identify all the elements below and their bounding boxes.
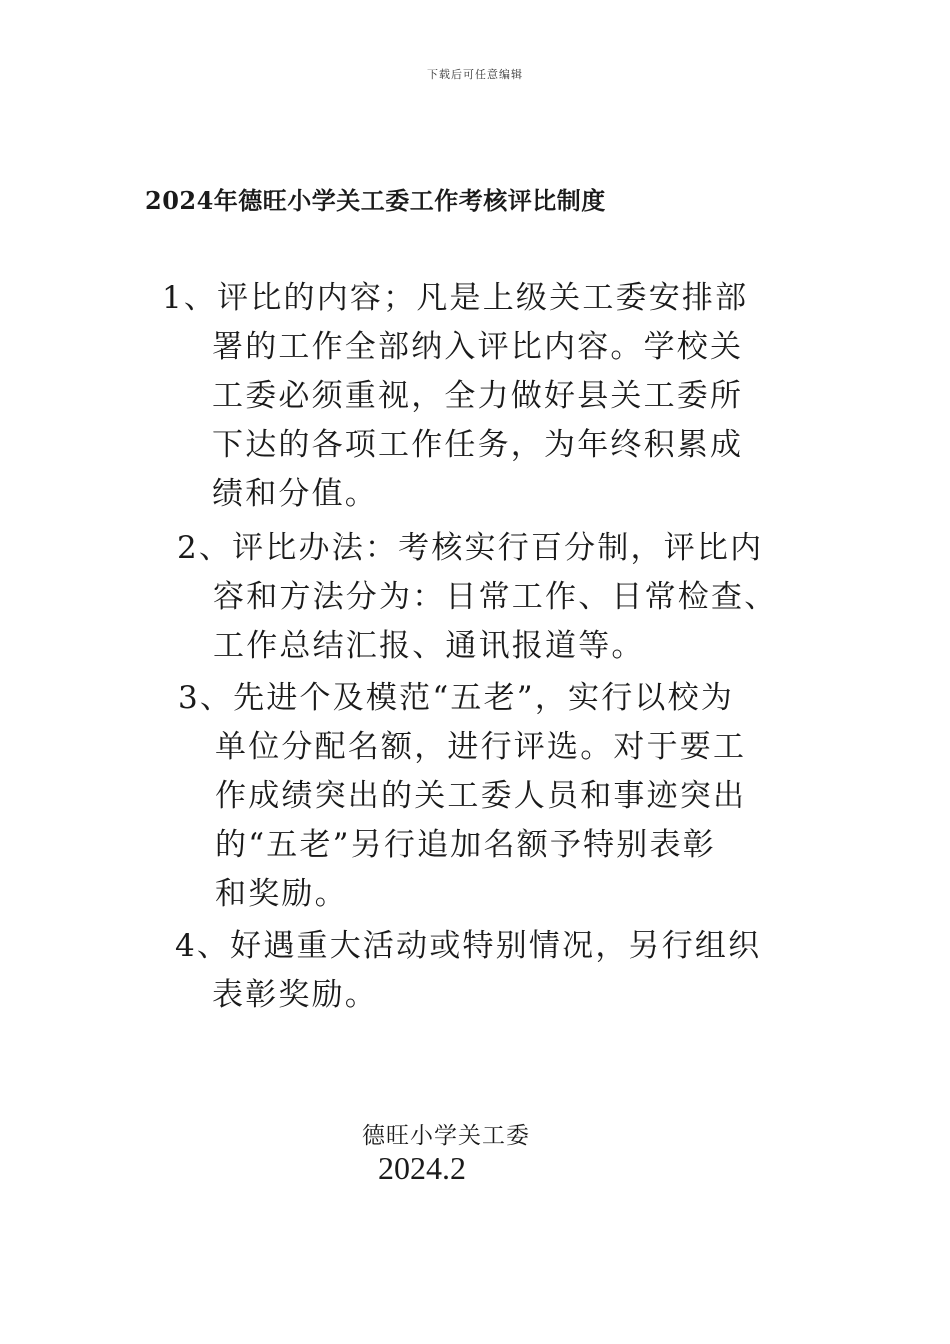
section-line: 和奖励。: [215, 876, 348, 912]
signature-org: 德旺小学关工委: [362, 1123, 530, 1149]
section-advanced: [178, 674, 778, 919]
section-line: 下达的各项工作任务，为年终积累成: [212, 427, 744, 463]
section-content: [162, 274, 762, 519]
section-first-line: 2、评比办法：考核实行百分制，评比内: [177, 530, 764, 566]
section-line: 工委必须重视，全力做好县关工委所: [212, 378, 744, 414]
section-line: 署的工作全部纳入评比内容。学校关: [212, 329, 744, 365]
document-title: 2024年德旺小学关工委工作考核评比制度: [145, 186, 606, 215]
section-first-line: 1、评比的内容；凡是上级关工委安排部: [162, 280, 749, 316]
header-note: 下载后可任意编辑: [427, 68, 523, 81]
section-first-line: 4、好遇重大活动或特别情况，另行组织: [175, 928, 762, 964]
section-line: 表彰奖励。: [212, 977, 378, 1013]
section-method: [177, 524, 777, 671]
section-line: 单位分配名额，进行评选。对于要工: [215, 729, 747, 765]
section-line: 绩和分值。: [212, 476, 378, 512]
section-line: 作成绩突出的关工委人员和事迹突出: [215, 778, 747, 814]
signature-date: 2024.2: [378, 1150, 466, 1186]
section-line: 的“五老”另行追加名额予特别表彰: [215, 827, 716, 863]
section-line: 工作总结汇报、通讯报道等。: [213, 628, 645, 664]
section-first-line: 3、先进个及模范“五老”，实行以校为: [178, 680, 735, 716]
section-special: [175, 922, 775, 1020]
section-line: 容和方法分为：日常工作、日常检查、: [213, 579, 778, 615]
